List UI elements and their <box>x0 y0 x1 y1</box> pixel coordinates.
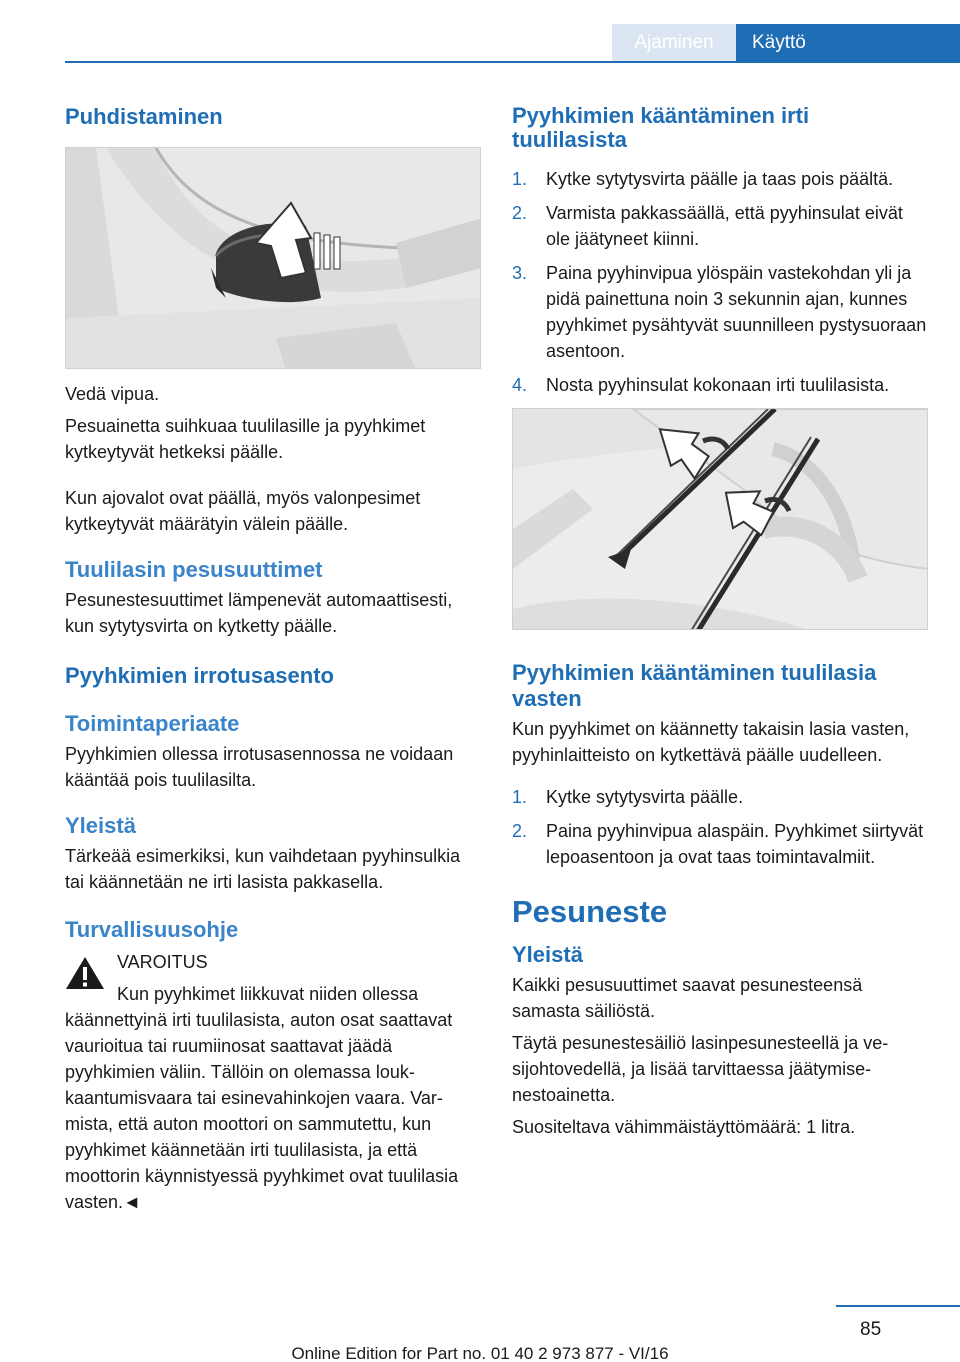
para-veda: Vedä vipua. <box>65 384 160 404</box>
list-item: 4. Nosta pyyhinsulat kokonaan irti tuulilasista. <box>512 375 890 395</box>
header-rule <box>65 61 960 63</box>
para-pesunestesuuttimet: Pesunestesuuttimet lämpenevät automaattisesti, kun sytytysvirta on kytketty päälle. <box>65 590 453 636</box>
page-number: 85 <box>860 1319 882 1340</box>
heading-puhdistaminen: Puhdistaminen <box>65 104 223 129</box>
para-pesuaine: Pesuainetta suihkuaa tuulilasille ja pyyhkimet kytkeytyvät hetkeksi päälle. <box>65 416 426 462</box>
warning-title: VAROITUS <box>117 952 208 972</box>
left-column <box>65 100 481 1215</box>
washer-lever-figure <box>65 147 481 369</box>
heading-pesuneste: Pesuneste <box>512 894 668 929</box>
footer-edition: Online Edition for Part no. 01 40 2 973 877 - VI/16 <box>291 1344 669 1362</box>
list-item: 2. Varmista pakkassäällä, että pyyhinsulat eivät ole jäätyneet kiinni. <box>512 203 903 249</box>
heading-tuulilasin-pesusuuttimet: Tuulilasin pesusuuttimet <box>65 557 323 582</box>
para-ajovalot: Kun ajovalot ovat päällä, myös valonpesimet kytkeytyvät määrätyin välein päälle. <box>65 488 421 534</box>
warning-text: Kun pyyhkimet liikkuvat niiden ollessa käännettyinä irti tuulilasista, auton osat saattavat vaurioitua tai ruumiinosat saattavat jäädä pyyhkimien väliin. Tällöin on olemassa loukkaantumisvaara tai esinevahinkojen vaara. Varmista, että auton moottori on sammutettu, kun pyyhkimet käännetään irti tuulilasista, ja että moottorin käynnistyessä pyyhkimet ovat tuulilasia vasten.◄ <box>65 984 459 1212</box>
warning-block <box>65 949 481 1215</box>
heading-toimintaperiaate: Toimintaperiaate <box>65 711 240 736</box>
right-column <box>512 100 928 1140</box>
heading-kaantaminen-irti: Pyyhkimien kääntäminen irti tuulilasista <box>512 103 810 152</box>
list-item: 1. Kytke sytytysvirta päälle ja taas pois päältä. <box>512 169 894 189</box>
para-tayta: Täytä pesunestesäiliö lasinpesunesteellä ja vesijohtovedellä, ja lisää tarvittaessa jäätymisenestoainetta. <box>512 1033 889 1105</box>
para-kaannetty: Kun pyyhkimet on käännetty takaisin lasia vasten, pyyhinlaitteisto on kytkettävä päälle uudelleen. <box>512 719 910 765</box>
para-yleista: Tärkeää esimerkiksi, kun vaihdetaan pyyhinsulkia tai käännetään ne irti lasista pakkasella. <box>65 846 461 892</box>
steps-irti-list <box>512 166 928 398</box>
footer-rule <box>836 1305 960 1307</box>
wiper-illustration <box>513 409 928 630</box>
heading-yleista: Yleistä <box>65 813 136 838</box>
header-tab-ajaminen[interactable]: Ajaminen <box>612 24 736 62</box>
heading-irrotusasento: Pyyhkimien irrotusasento <box>65 663 334 688</box>
list-item: 1. Kytke sytytysvirta päälle. <box>512 787 744 807</box>
heading-turvallisuusohje: Turvallisuusohje <box>65 917 239 942</box>
heading-kaantaminen-vasten: Pyyhkimien kääntäminen tuulilasia vasten <box>512 660 877 711</box>
para-toiminta: Pyyhkimien ollessa irrotusasennossa ne voidaan kääntää pois tuulilasilta. <box>65 744 454 790</box>
washer-lever-illustration <box>66 148 481 369</box>
para-suositeltava: Suositeltava vähimmäistäyttömäärä: 1 litra. <box>512 1117 856 1137</box>
list-item: 3. Paina pyyhinvipua ylöspäin vastekohdan yli ja pidä painettuna noin 3 sekunnin ajan, kunnes pyyhkimet pysähtyvät suunnilleen pystysuoraan asentoon. <box>512 263 927 361</box>
steps-vasten-list <box>512 784 928 870</box>
warning-triangle-icon <box>65 955 105 991</box>
wiper-figure <box>512 408 928 630</box>
list-item: 2. Paina pyyhinvipua alaspäin. Pyyhkimet siirtyvät lepoasentoon ja ovat taas toimintavalmiit. <box>512 821 924 867</box>
heading-yleista-2: Yleistä <box>512 942 583 967</box>
para-kaikki: Kaikki pesusuuttimet saavat pesunesteensä samasta säiliöstä. <box>512 975 863 1021</box>
header-tab-kaytto[interactable]: Käyttö <box>736 24 960 62</box>
